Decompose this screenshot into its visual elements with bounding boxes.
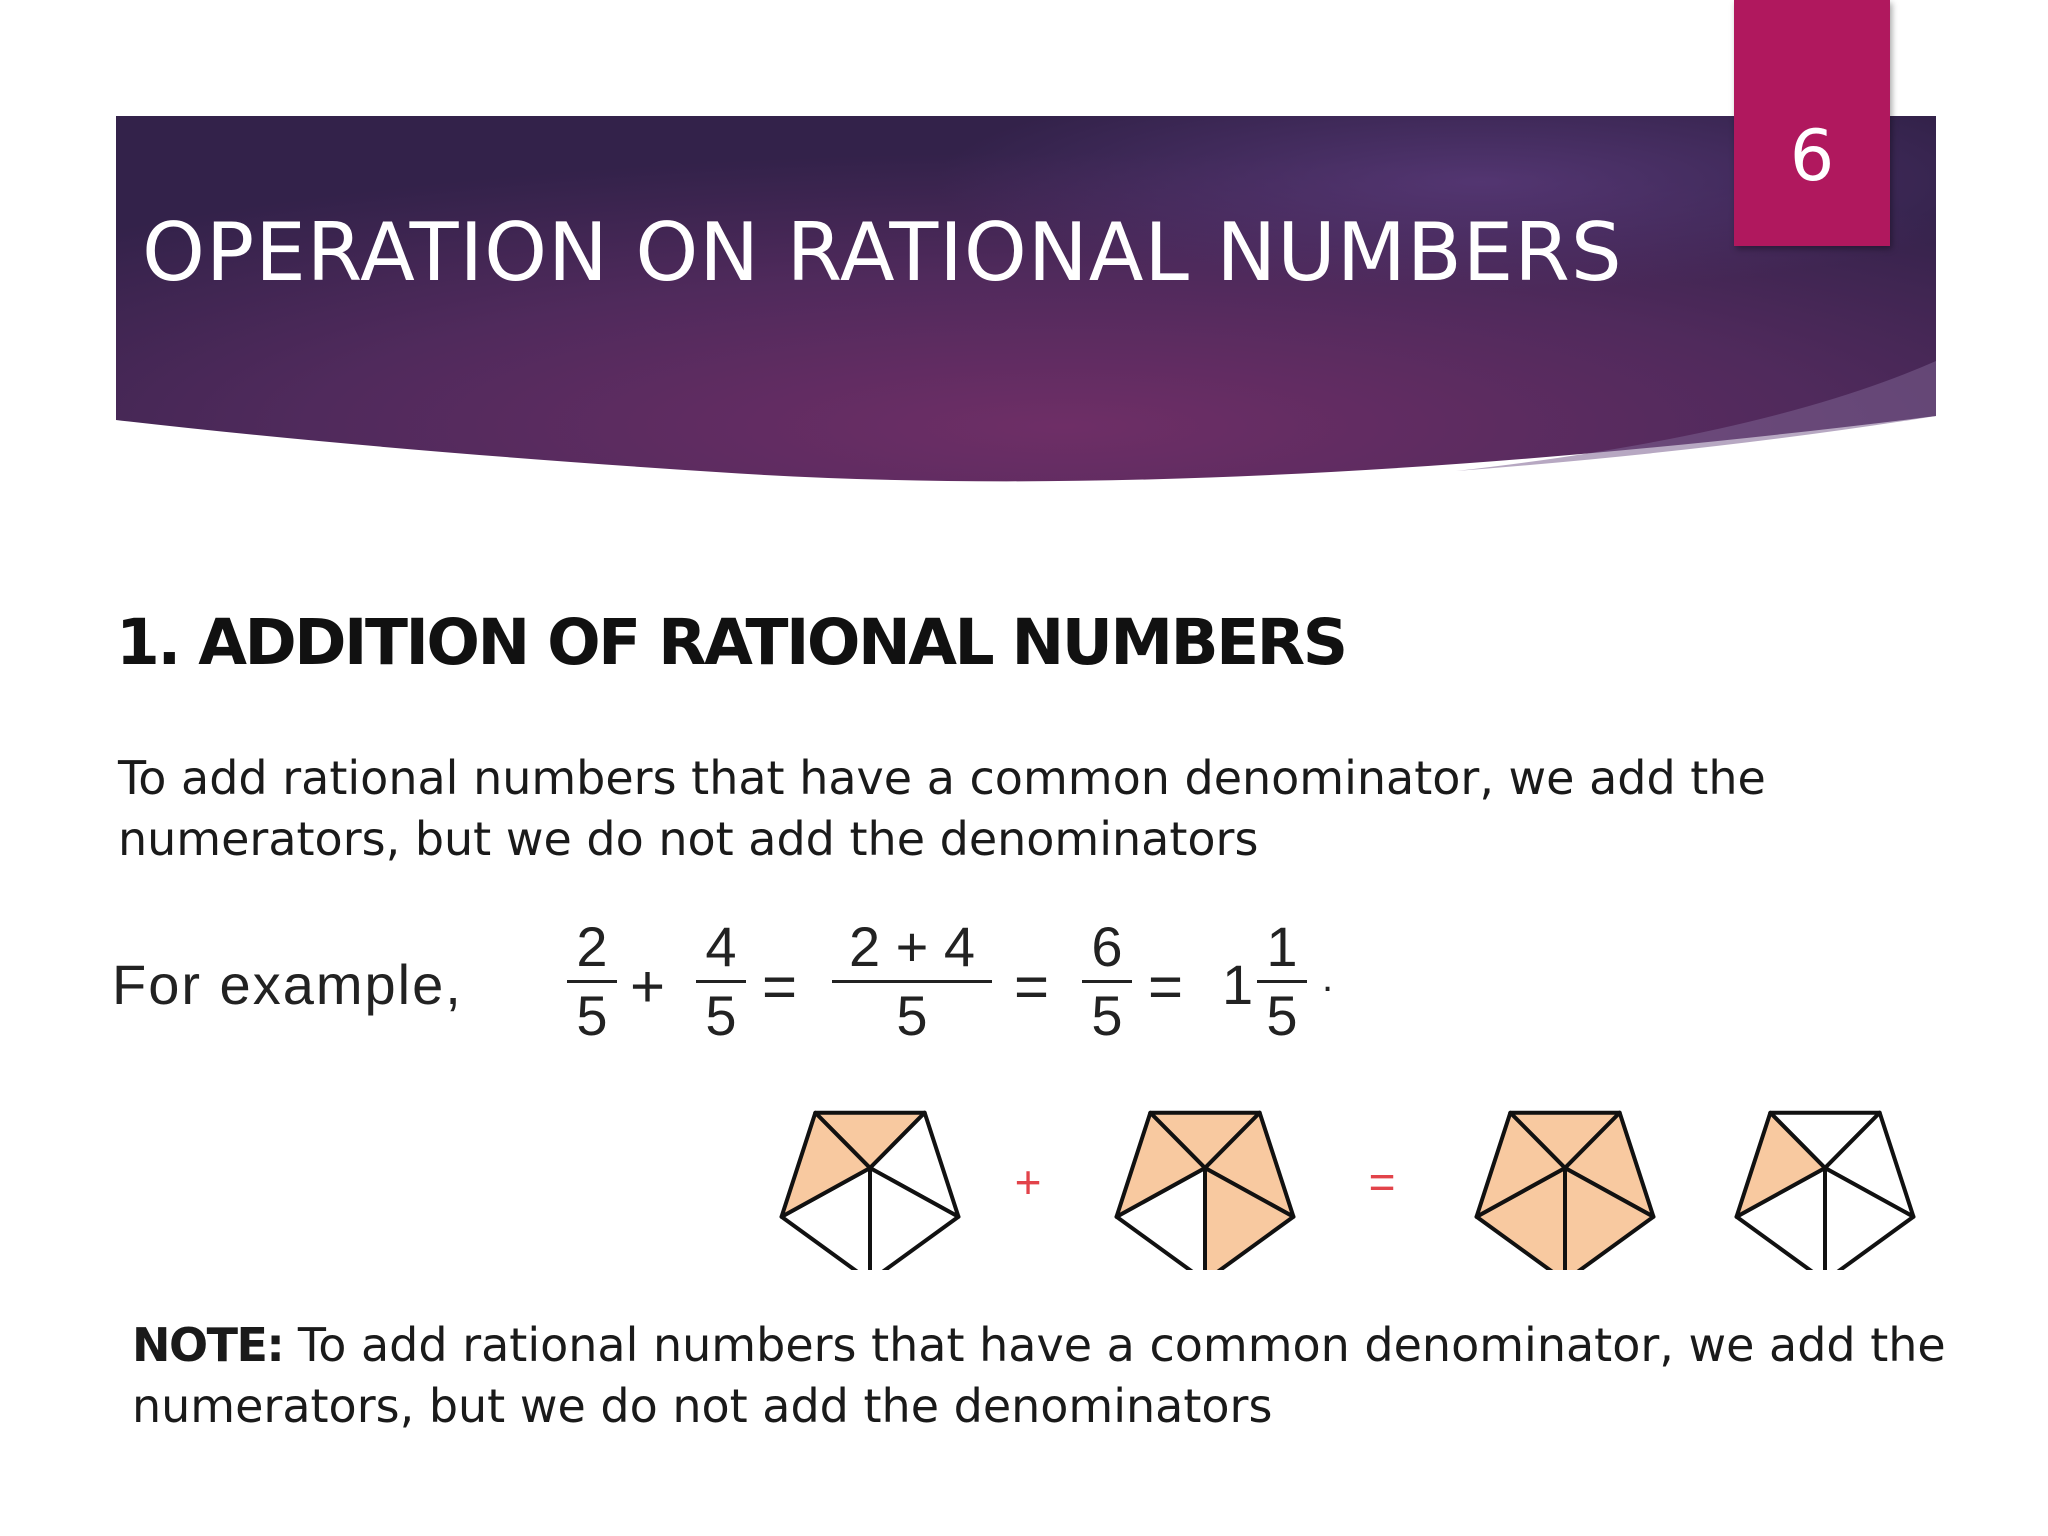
fraction-denominator: 5 xyxy=(1091,984,1123,1047)
fraction-bar xyxy=(567,980,617,983)
banner-background xyxy=(116,116,1936,486)
slide-title: OPERATION ON RATIONAL NUMBERS xyxy=(142,206,1623,299)
fraction-numerator: 2 xyxy=(576,915,608,978)
pentagon xyxy=(782,1113,959,1270)
figure-equals-sign: = xyxy=(1368,1156,1396,1208)
pentagon-addition-figure xyxy=(750,1080,1940,1270)
equals-sign: = xyxy=(1148,953,1184,1020)
fraction-numerator: 2 + 4 xyxy=(848,915,976,978)
fraction-bar xyxy=(832,980,992,983)
fraction-sum xyxy=(832,916,992,1047)
example-equation xyxy=(112,916,1352,1056)
note-text: To add rational numbers that have a common denominator, we add the numerators, but we do not add the denominators xyxy=(132,1318,1946,1433)
fraction-6-5 xyxy=(1082,916,1132,1047)
body-paragraph: To add rational numbers that have a common denominator, we add the numerators, but we do not add the denominators xyxy=(118,751,1766,866)
figure-plus-sign: + xyxy=(1014,1156,1042,1208)
note-label: NOTE: xyxy=(132,1318,284,1372)
fraction-numerator: 1 xyxy=(1266,915,1298,978)
fraction-denominator: 5 xyxy=(705,984,737,1047)
fraction-numerator: 6 xyxy=(1091,915,1123,978)
fraction-numerator: 4 xyxy=(705,915,737,978)
fraction-bar xyxy=(1257,980,1307,983)
pentagon xyxy=(1117,1113,1294,1270)
fraction-2-5 xyxy=(567,916,617,1047)
equals-sign: = xyxy=(1014,953,1050,1020)
slide-number: 6 xyxy=(1789,115,1835,197)
fraction-1-5 xyxy=(1257,916,1307,1047)
fraction-bar xyxy=(1082,980,1132,983)
pentagon xyxy=(1737,1113,1914,1270)
section-heading: 1. ADDITION OF RATIONAL NUMBERS xyxy=(116,606,1346,679)
slide-number-badge xyxy=(1734,0,1890,246)
example-label: For example, xyxy=(112,953,463,1016)
plus-sign: + xyxy=(630,953,666,1020)
equals-sign: = xyxy=(762,953,798,1020)
fraction-bar xyxy=(696,980,746,983)
fraction-denominator: 5 xyxy=(896,984,928,1047)
fraction-denominator: 5 xyxy=(576,984,608,1047)
period: . xyxy=(1322,956,1334,1000)
note-paragraph xyxy=(132,1315,1952,1437)
pentagon xyxy=(1477,1113,1654,1270)
title-banner xyxy=(116,116,1936,486)
whole-number: 1 xyxy=(1222,953,1254,1016)
fraction-4-5 xyxy=(696,916,746,1047)
fraction-denominator: 5 xyxy=(1266,984,1298,1047)
